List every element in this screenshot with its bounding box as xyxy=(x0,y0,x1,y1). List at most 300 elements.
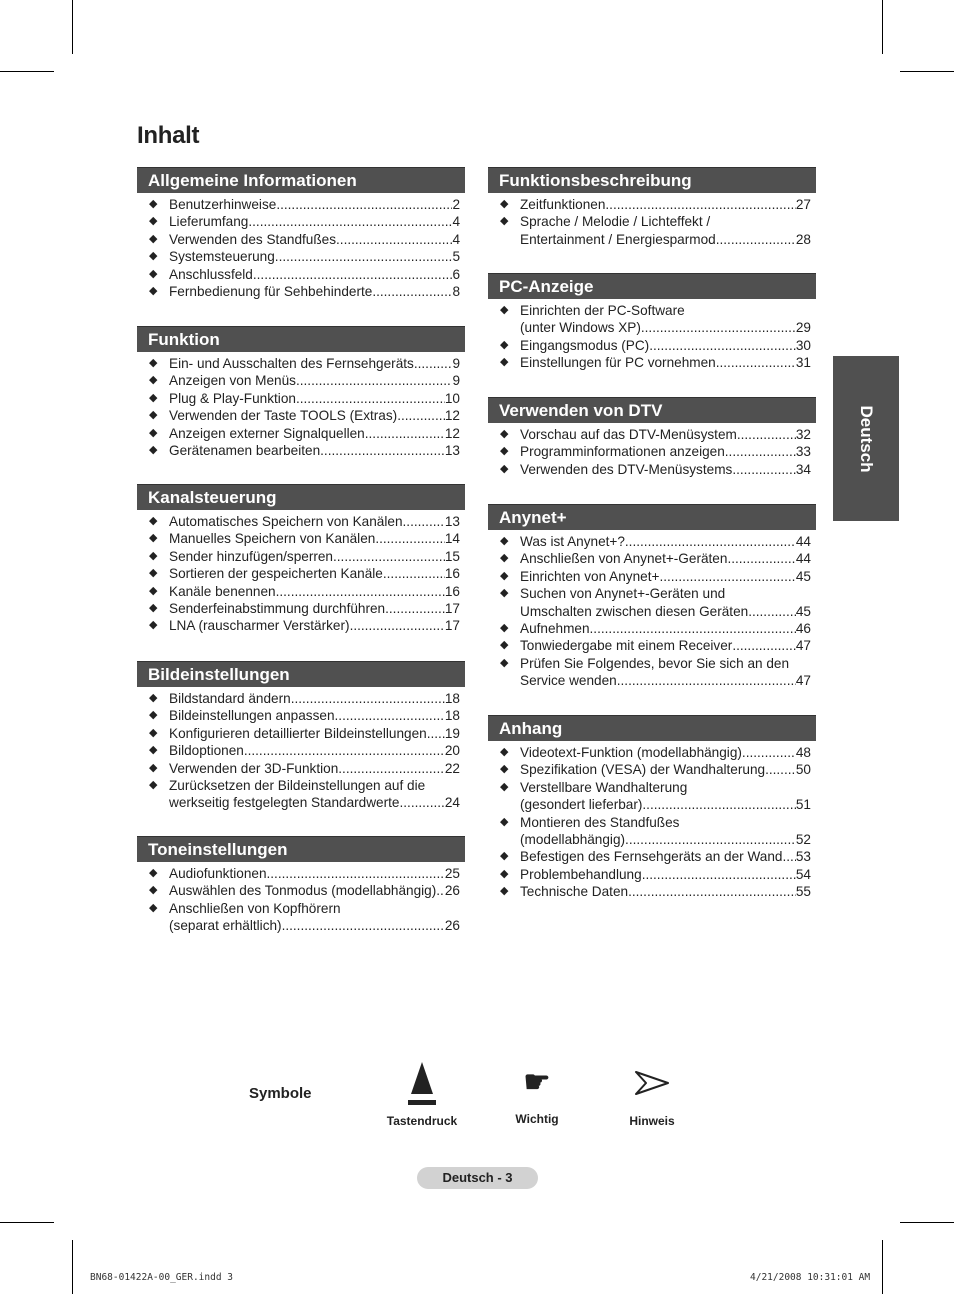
toc-entry-line xyxy=(169,283,460,300)
toc-page-number: 2 xyxy=(452,197,460,212)
toc-entry-text: Verstellbare Wandhalterung xyxy=(520,779,688,795)
toc-section xyxy=(137,836,465,935)
dot-leader xyxy=(385,600,445,617)
dot-leader xyxy=(291,690,445,707)
toc-entry-line xyxy=(169,548,460,565)
dot-leader xyxy=(350,617,445,634)
section-heading: Allgemeine Informationen xyxy=(137,167,465,193)
toc-entry xyxy=(488,426,816,443)
toc-section xyxy=(137,484,465,635)
toc-page-number: 5 xyxy=(452,249,460,265)
crop-mark xyxy=(882,0,883,54)
toc-entry-text: Entertainment / Energiesparmod. xyxy=(520,231,720,247)
toc-entry-line xyxy=(169,565,460,582)
toc-page-number: 24 xyxy=(444,795,460,811)
diamond-bullet-icon: ◆ xyxy=(149,567,158,580)
toc-entry-text: Montieren des Standfußes xyxy=(520,814,680,830)
dot-leader xyxy=(275,248,453,265)
toc-entry-text: Konfigurieren detaillierter Bildeinstellungen xyxy=(169,725,427,741)
diamond-bullet-icon: ◆ xyxy=(149,198,158,210)
toc-entry-text: Manuelles Speichern von Kanälen xyxy=(169,531,376,547)
diamond-bullet-icon: ◆ xyxy=(500,428,509,440)
dot-leader xyxy=(659,568,795,585)
toc-entry-line xyxy=(169,442,460,459)
toc-entry-text: (separat erhältlich) xyxy=(169,918,282,934)
toc-entry-line xyxy=(520,831,811,848)
toc-entry-line xyxy=(169,425,460,442)
toc-entry-line xyxy=(169,266,460,283)
diamond-bullet-icon: ◆ xyxy=(149,426,158,439)
toc-entry-text: LNA (rauscharmer Verstärker) xyxy=(169,618,350,634)
toc-entry xyxy=(488,550,816,567)
dot-leader xyxy=(414,355,453,372)
toc-entry-line xyxy=(520,866,811,883)
toc-page-number: 28 xyxy=(795,231,811,247)
toc-entry-text: Eingangsmodus (PC) xyxy=(520,337,650,353)
toc-entry xyxy=(137,266,465,283)
toc-entry-line xyxy=(520,637,811,654)
diamond-bullet-icon: ◆ xyxy=(149,867,158,879)
toc-entry xyxy=(137,725,465,742)
toc-entry-line xyxy=(520,655,811,672)
toc-page-number: 46 xyxy=(795,621,811,637)
dot-leader xyxy=(403,513,445,530)
toc-entry-line xyxy=(520,302,811,319)
toc-page-number: 51 xyxy=(795,797,811,813)
toc-list xyxy=(488,533,816,690)
toc-page-number: 13 xyxy=(444,514,460,529)
toc-entry-line xyxy=(169,390,460,407)
toc-page-number: 33 xyxy=(795,444,811,460)
diamond-bullet-icon: ◆ xyxy=(149,692,158,704)
toc-page-number: 9 xyxy=(452,373,460,389)
section-heading: PC-Anzeige xyxy=(488,273,816,299)
diamond-bullet-icon: ◆ xyxy=(500,763,509,776)
diamond-bullet-icon: ◆ xyxy=(500,569,509,582)
toc-entry-text: Zeitfunktionen xyxy=(520,197,606,212)
dot-leader xyxy=(628,883,796,900)
diamond-bullet-icon: ◆ xyxy=(500,885,509,898)
toc-entry-text: Aufnehmen xyxy=(520,621,590,637)
toc-entry xyxy=(137,530,465,547)
diamond-bullet-icon: ◆ xyxy=(149,374,158,387)
diamond-bullet-icon: ◆ xyxy=(500,746,509,758)
dot-leader xyxy=(625,831,796,848)
toc-entry xyxy=(488,585,816,620)
toc-entry xyxy=(137,425,465,442)
diamond-bullet-icon: ◆ xyxy=(500,850,509,863)
toc-entry xyxy=(137,882,465,899)
toc-entry-line xyxy=(520,319,811,336)
toc-entry-line xyxy=(169,355,460,372)
toc-section xyxy=(137,167,465,300)
diamond-bullet-icon: ◆ xyxy=(149,357,158,369)
toc-entry-text: Plug & Play-Funktion xyxy=(169,390,296,406)
symbol-note xyxy=(612,1070,692,1128)
toc-entry-line xyxy=(169,725,460,742)
toc-entry-line xyxy=(520,603,811,620)
toc-entry-text: Sender hinzufügen/sperren xyxy=(169,548,333,564)
toc-entry-line xyxy=(520,231,811,248)
toc-entry-text: Prüfen Sie Folgendes, bevor Sie sich an den xyxy=(520,655,790,671)
toc-entry-line xyxy=(169,583,460,600)
diamond-bullet-icon: ◆ xyxy=(500,639,509,652)
toc-page-number: 9 xyxy=(452,356,460,371)
toc-entry xyxy=(488,744,816,761)
dot-leader xyxy=(399,794,444,811)
dot-leader xyxy=(296,390,445,407)
section-heading: Kanalsteuerung xyxy=(137,484,465,510)
dot-leader xyxy=(765,761,796,778)
dot-leader xyxy=(276,583,445,600)
page-number-badge: Deutsch - 3 xyxy=(417,1167,538,1189)
toc-entry-line xyxy=(169,742,460,759)
toc-page-number: 32 xyxy=(795,427,811,442)
toc-entry-line xyxy=(520,196,811,213)
diamond-bullet-icon: ◆ xyxy=(500,356,509,369)
toc-entry-text: Verwenden der Taste TOOLS (Extras) xyxy=(169,408,398,424)
toc-page-number: 22 xyxy=(444,760,460,776)
symbol-important xyxy=(497,1066,577,1126)
toc-section xyxy=(488,504,816,690)
toc-entry-line xyxy=(520,461,811,478)
diamond-bullet-icon: ◆ xyxy=(500,815,509,828)
toc-entry xyxy=(488,196,816,213)
diamond-bullet-icon: ◆ xyxy=(149,409,158,422)
crop-mark xyxy=(0,1222,54,1223)
section-heading: Toneinstellungen xyxy=(137,836,465,862)
dot-leader xyxy=(276,196,452,213)
dot-leader xyxy=(642,796,795,813)
diamond-bullet-icon: ◆ xyxy=(149,267,158,280)
symbol-note-label: Hinweis xyxy=(629,1114,675,1128)
toc-entry-line xyxy=(520,568,811,585)
toc-entry-text: Bildoptionen xyxy=(169,743,244,759)
toc-entry-text: Audiofunktionen xyxy=(169,866,267,881)
diamond-bullet-icon: ◆ xyxy=(149,444,158,457)
toc-list xyxy=(488,426,816,478)
toc-entry xyxy=(137,760,465,777)
toc-entry xyxy=(137,565,465,582)
dot-leader xyxy=(296,372,452,389)
diamond-bullet-icon: ◆ xyxy=(149,584,158,597)
toc-page-number: 34 xyxy=(795,461,811,477)
diamond-bullet-icon: ◆ xyxy=(500,304,509,316)
toc-page-number: 17 xyxy=(444,618,460,634)
dot-leader xyxy=(737,426,796,443)
toc-entry-text: (gesondert lieferbar) xyxy=(520,797,643,813)
toc-page-number: 44 xyxy=(795,534,811,549)
diamond-bullet-icon: ◆ xyxy=(149,619,158,632)
toc-entry-text: Programminformationen anzeigen xyxy=(520,444,725,460)
side-tab-label: Deutsch xyxy=(857,404,876,473)
dot-leader xyxy=(333,548,445,565)
toc-entry-line xyxy=(169,777,460,794)
toc-entry-line xyxy=(520,354,811,371)
dot-leader xyxy=(642,866,796,883)
toc-entry-line xyxy=(520,426,811,443)
symbols-label: Symbole xyxy=(249,1085,312,1102)
dot-leader xyxy=(253,266,453,283)
toc-entry xyxy=(137,600,465,617)
toc-entry xyxy=(488,461,816,478)
toc-entry-text: Anzeigen von Menüs xyxy=(169,373,296,389)
diamond-bullet-icon: ◆ xyxy=(149,709,158,722)
toc-page-number: 15 xyxy=(444,548,460,564)
arrow-icon xyxy=(634,1070,670,1096)
toc-entry-line xyxy=(520,796,811,813)
toc-page-number: 45 xyxy=(795,603,811,619)
dot-leader xyxy=(649,337,796,354)
toc-entry-text: Anzeigen externer Signalquellen xyxy=(169,425,365,441)
toc-page-number: 31 xyxy=(795,355,811,371)
toc-entry-text: Vorschau auf das DTV-Menüsystem xyxy=(520,427,737,442)
diamond-bullet-icon: ◆ xyxy=(500,445,509,458)
toc-page-number: 29 xyxy=(795,320,811,336)
toc-entry xyxy=(488,337,816,354)
toc-list xyxy=(137,513,465,635)
toc-page-number: 54 xyxy=(795,866,811,882)
toc-section xyxy=(488,167,816,248)
toc-entry-text: Gerätenamen bearbeiten xyxy=(169,443,321,459)
crop-mark xyxy=(0,71,54,72)
toc-page-number: 48 xyxy=(795,745,811,760)
toc-entry xyxy=(137,213,465,230)
toc-page-number: 52 xyxy=(795,832,811,848)
toc-entry-line xyxy=(169,882,460,899)
toc-entry-line xyxy=(520,337,811,354)
crop-mark xyxy=(900,71,954,72)
diamond-bullet-icon: ◆ xyxy=(149,232,158,245)
toc-entry xyxy=(137,248,465,265)
toc-entry xyxy=(488,637,816,654)
diamond-bullet-icon: ◆ xyxy=(149,250,158,263)
toc-entry xyxy=(137,372,465,389)
toc-entry xyxy=(488,213,816,248)
dot-leader xyxy=(625,533,796,550)
dot-leader xyxy=(732,637,796,654)
language-side-tab xyxy=(833,356,899,521)
toc-page-number: 19 xyxy=(444,725,460,741)
toc-page-number: 27 xyxy=(795,197,811,212)
toc-entry-line xyxy=(520,814,811,831)
toc-page-number: 26 xyxy=(444,883,460,899)
toc-entry-line xyxy=(169,690,460,707)
toc-entry-line xyxy=(520,848,811,865)
dot-leader xyxy=(335,707,445,724)
toc-entry-line xyxy=(169,600,460,617)
toc-entry-line xyxy=(520,585,811,602)
toc-entry xyxy=(488,620,816,637)
toc-entry-line xyxy=(169,513,460,530)
toc-page-number: 18 xyxy=(444,708,460,724)
toc-entry-line xyxy=(169,407,460,424)
diamond-bullet-icon: ◆ xyxy=(149,391,158,404)
symbol-important-label: Wichtig xyxy=(515,1112,559,1126)
crop-mark xyxy=(72,0,73,54)
pointing-hand-icon: ☛ xyxy=(523,1066,551,1099)
toc-entry-text: Verwenden des DTV-Menüsystems xyxy=(520,461,733,477)
diamond-bullet-icon: ◆ xyxy=(149,549,158,562)
diamond-bullet-icon: ◆ xyxy=(500,338,509,351)
crop-mark xyxy=(882,1240,883,1294)
dot-leader xyxy=(748,603,796,620)
toc-entry-line xyxy=(169,794,460,811)
dot-leader xyxy=(732,461,796,478)
diamond-bullet-icon: ◆ xyxy=(149,602,158,615)
toc-entry-text: Ein- und Ausschalten des Fernsehgeräts xyxy=(169,356,414,371)
crop-mark xyxy=(900,1222,954,1223)
dot-leader xyxy=(716,354,796,371)
section-heading: Funktionsbeschreibung xyxy=(488,167,816,193)
toc-entry-text: Was ist Anynet+? xyxy=(520,534,625,549)
diamond-bullet-icon: ◆ xyxy=(500,462,509,475)
diamond-bullet-icon: ◆ xyxy=(500,552,509,565)
print-slug-date: 4/21/2008 10:31:01 AM xyxy=(750,1272,871,1283)
toc-entry-line xyxy=(169,900,460,917)
toc-entry-line xyxy=(169,865,460,882)
toc-entry xyxy=(137,548,465,565)
toc-page-number: 50 xyxy=(795,762,811,778)
toc-entry xyxy=(488,779,816,814)
dot-leader xyxy=(605,196,795,213)
toc-page-number: 12 xyxy=(444,408,460,424)
toc-entry-text: Automatisches Speichern von Kanälen xyxy=(169,514,403,529)
toc-entry xyxy=(488,761,816,778)
toc-entry-text: Anschlussfeld xyxy=(169,266,253,282)
toc-page-number: 30 xyxy=(795,337,811,353)
diamond-bullet-icon: ◆ xyxy=(500,867,509,880)
toc-entry-line xyxy=(520,883,811,900)
toc-entry-line xyxy=(169,231,460,248)
toc-page-number: 53 xyxy=(795,849,811,865)
toc-entry xyxy=(488,302,816,337)
press-icon xyxy=(407,1060,437,1108)
toc-entry-text: Einrichten der PC-Software xyxy=(520,303,685,318)
section-heading: Verwenden von DTV xyxy=(488,397,816,423)
toc-entry-line xyxy=(520,533,811,550)
symbol-press-label: Tastendruck xyxy=(386,1114,458,1128)
dot-leader xyxy=(719,231,795,248)
dot-leader xyxy=(742,744,796,761)
toc-entry-line xyxy=(520,672,811,689)
toc-entry xyxy=(137,513,465,530)
toc-entry-line xyxy=(520,761,811,778)
toc-entry-line xyxy=(520,443,811,460)
toc-entry-text: (unter Windows XP) xyxy=(520,320,641,336)
toc-page-number: 16 xyxy=(444,566,460,582)
toc-page-number: 13 xyxy=(444,443,460,459)
section-heading: Anynet+ xyxy=(488,504,816,530)
toc-entry xyxy=(488,533,816,550)
toc-list xyxy=(137,690,465,812)
toc-entry-text: Sortieren der gespeicherten Kanäle xyxy=(169,566,383,582)
diamond-bullet-icon: ◆ xyxy=(149,285,158,298)
toc-entry-text: Service wenden xyxy=(520,673,617,689)
diamond-bullet-icon: ◆ xyxy=(500,535,509,547)
toc-entry xyxy=(488,866,816,883)
toc-page-number: 17 xyxy=(444,601,460,617)
toc-entry-text: (modellabhängig) xyxy=(520,832,626,848)
dot-leader xyxy=(320,442,445,459)
page-title: Inhalt xyxy=(137,122,200,149)
diamond-bullet-icon: ◆ xyxy=(500,215,509,228)
toc-entry-text: Technische Daten xyxy=(520,884,629,900)
dot-leader xyxy=(372,283,452,300)
toc-page-number: 25 xyxy=(444,866,460,881)
dot-leader xyxy=(244,742,445,759)
dot-leader xyxy=(365,425,445,442)
toc-page-number: 44 xyxy=(795,551,811,567)
section-heading: Funktion xyxy=(137,326,465,352)
toc-entry-line xyxy=(520,550,811,567)
toc-entry xyxy=(488,443,816,460)
diamond-bullet-icon: ◆ xyxy=(149,744,158,757)
toc-entry-text: Fernbedienung für Sehbehinderte xyxy=(169,284,373,300)
toc-list xyxy=(137,196,465,300)
toc-list xyxy=(137,355,465,459)
toc-entry-line xyxy=(520,744,811,761)
toc-entry-text: Einstellungen für PC vornehmen xyxy=(520,355,716,371)
toc-entry xyxy=(137,283,465,300)
toc-entry-line xyxy=(169,372,460,389)
diamond-bullet-icon: ◆ xyxy=(149,515,158,527)
toc-entry xyxy=(488,814,816,849)
toc-entry xyxy=(137,390,465,407)
diamond-bullet-icon: ◆ xyxy=(149,761,158,774)
dot-leader xyxy=(336,231,452,248)
toc-entry-text: Sprache / Melodie / Lichteffekt / xyxy=(520,214,711,230)
toc-entry xyxy=(488,354,816,371)
toc-entry-line xyxy=(169,213,460,230)
toc-section xyxy=(488,397,816,478)
toc-page-number: 14 xyxy=(444,531,460,547)
toc-entry-line xyxy=(169,196,460,213)
diamond-bullet-icon: ◆ xyxy=(149,215,158,228)
toc-entry-text: Anschließen von Anynet+-Geräten xyxy=(520,551,728,567)
toc-page-number: 4 xyxy=(452,214,460,230)
diamond-bullet-icon: ◆ xyxy=(500,780,509,793)
dot-leader xyxy=(282,917,445,934)
toc-page-number: 55 xyxy=(795,884,811,900)
toc-page-number: 20 xyxy=(444,743,460,759)
toc-entry-line xyxy=(520,620,811,637)
toc-entry-text: Spezifikation (VESA) der Wandhalterung xyxy=(520,762,766,778)
dot-leader xyxy=(436,882,445,899)
toc-page-number: 12 xyxy=(444,425,460,441)
toc-entry-line xyxy=(169,530,460,547)
toc-entry-text: Problembehandlung xyxy=(520,866,642,882)
diamond-bullet-icon: ◆ xyxy=(149,532,158,545)
section-heading: Anhang xyxy=(488,715,816,741)
toc-entry-line xyxy=(169,707,460,724)
toc-entry xyxy=(488,655,816,690)
dot-leader xyxy=(338,760,445,777)
dot-leader xyxy=(248,213,452,230)
diamond-bullet-icon: ◆ xyxy=(500,622,509,635)
toc-page-number: 47 xyxy=(795,673,811,689)
dot-leader xyxy=(427,725,445,742)
diamond-bullet-icon: ◆ xyxy=(149,779,158,792)
toc-page-number: 45 xyxy=(795,568,811,584)
toc-section xyxy=(137,661,465,812)
toc-entry-text: Bildeinstellungen anpassen xyxy=(169,708,335,724)
toc-entry xyxy=(137,355,465,372)
toc-entry xyxy=(137,617,465,634)
toc-page-number: 26 xyxy=(444,918,460,934)
dot-leader xyxy=(725,443,796,460)
toc-page-number: 16 xyxy=(444,583,460,599)
